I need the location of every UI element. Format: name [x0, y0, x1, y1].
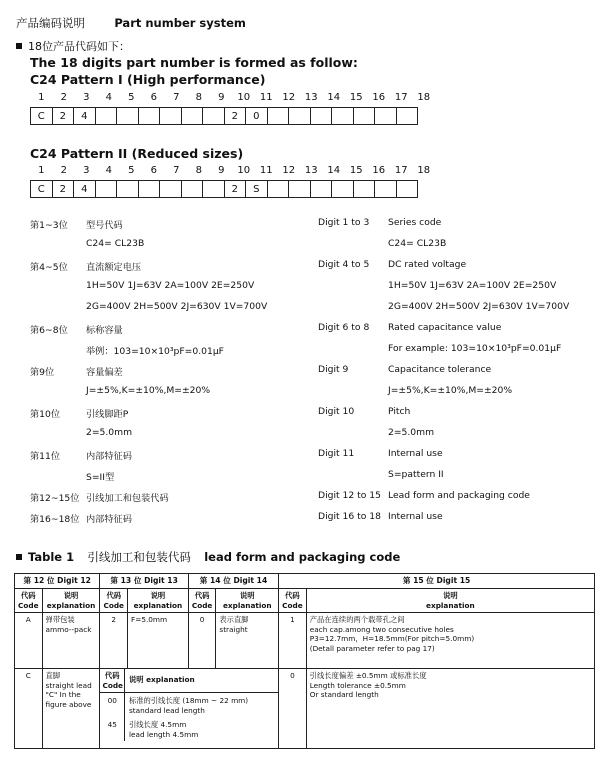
- sub-explanation-header: 说明 explanation: [124, 669, 278, 693]
- pattern1-digit-cell: 2: [224, 108, 246, 125]
- pattern1-digit-number: 1: [38, 92, 45, 103]
- pattern1-digit-cell: 4: [74, 108, 96, 125]
- pattern1-digit-cell: [160, 108, 182, 125]
- spec-value-en: S=pattern II: [388, 469, 444, 480]
- pattern2-digit-number: 18: [417, 165, 431, 176]
- spec-value-cn: 内部特征码: [86, 514, 132, 525]
- packaging-code-table: [14, 573, 595, 749]
- spec-position-en: Digit 1 to 3: [318, 217, 370, 228]
- pattern2-digit-number: 2: [60, 165, 67, 176]
- spec-value-en: Internal use: [388, 511, 443, 522]
- sub-explanation-45: 引线长度 4.5mm lead length 4.5mm: [128, 720, 199, 739]
- pattern2-digit-number: 8: [195, 165, 202, 176]
- row2-d12-explanation: 直脚 straight lead "C" In the figure above: [42, 669, 100, 749]
- table1-title: [16, 549, 400, 565]
- pattern2-digit-cell: [396, 181, 418, 198]
- row1-d14-explanation: 表示直脚 straight: [216, 613, 279, 669]
- row1-d12-explanation: 弹带包装 ammo--pack: [42, 613, 100, 669]
- sub-code-45: 45: [100, 718, 124, 741]
- spec-value-en: Lead form and packaging code: [388, 490, 530, 501]
- pattern1-grid: [30, 107, 418, 125]
- pattern1-digit-cell: [310, 108, 332, 125]
- pattern2-digit-number: 1: [38, 165, 45, 176]
- spec-position-cn: 第6~8位: [30, 325, 68, 336]
- pattern2-digit-number: 14: [327, 165, 341, 176]
- explanation-header: 说明 explanation: [42, 589, 100, 613]
- spec-value-en: For example: 103=10×10³pF=0.01μF: [388, 343, 562, 354]
- row2-d15-code: 0: [279, 669, 307, 749]
- spec-value-en: Series code: [388, 217, 442, 228]
- pattern2-digit-cell: [353, 181, 375, 198]
- spec-value-cn: 型号代码: [86, 220, 123, 231]
- title-en: Part number system: [114, 16, 246, 30]
- intro-en: The 18 digits part number is formed as follow:: [30, 55, 358, 70]
- spec-value-en: Pitch: [388, 406, 411, 417]
- spec-value-en: 2=5.0mm: [388, 427, 435, 438]
- spec-position-en: Digit 4 to 5: [318, 259, 370, 270]
- row1-d13-code: 2: [100, 613, 128, 669]
- pattern2-digit-cell: [117, 181, 139, 198]
- pattern1-digit-cell: [396, 108, 418, 125]
- row1-d15-explanation: 产品在连续的两个载带孔之间 each cap.among two consecutive holes P3=12.7mm，H=18.5mm(For pitch=5.0mm) (Detall parameter refer to pag 17): [306, 613, 594, 669]
- intro-cn-text: 18位产品代码如下：: [28, 40, 130, 53]
- digit14-header: 第 14 位 Digit 14: [188, 574, 278, 589]
- table1-title-en: lead form and packaging code: [204, 550, 401, 564]
- pattern1-digit-number: 18: [417, 92, 431, 103]
- pattern1-digit-cell: C: [31, 108, 53, 125]
- spec-position-cn: 第12~15位: [30, 493, 80, 504]
- pattern2-digit-number: 15: [349, 165, 363, 176]
- table1-title-cn: 引线加工和包装代码: [87, 550, 191, 564]
- spec-value-en: J=±5%,K=±10%,M=±20%: [388, 385, 513, 396]
- pattern1-digit-number: 11: [259, 92, 273, 103]
- pattern2-digit-numbers: [30, 165, 435, 176]
- spec-position-cn: 第1~3位: [30, 220, 68, 231]
- pattern1-digit-number: 8: [195, 92, 202, 103]
- pattern2-digit-number: 16: [372, 165, 386, 176]
- spec-value-en: 2G=400V 2H=500V 2J=630V 1V=700V: [388, 301, 570, 312]
- pattern1-digit-cell: [332, 108, 354, 125]
- pattern2-digit-number: 12: [282, 165, 296, 176]
- spec-position-cn: 第11位: [30, 451, 61, 462]
- spec-value-en: 1H=50V 1J=63V 2A=100V 2E=250V: [388, 280, 557, 291]
- sub-code-header: 代码 Code: [100, 669, 124, 693]
- spec-value-cn: 引线脚距P: [86, 409, 129, 420]
- spec-value-cn: J=±5%,K=±10%,M=±20%: [86, 385, 211, 396]
- spec-value-cn: 2G=400V 2H=500V 2J=630V 1V=700V: [86, 301, 268, 312]
- row2-d13-d14-subtable: [100, 669, 279, 749]
- spec-value-cn: 内部特征码: [86, 451, 132, 462]
- explanation-header: 说明 explanation: [306, 589, 594, 613]
- spec-position-en: Digit 10: [318, 406, 355, 417]
- row1-d13-explanation: F=5.0mm: [128, 613, 189, 669]
- pattern1-digit-cell: [267, 108, 289, 125]
- pattern1-digit-number: 4: [105, 92, 112, 103]
- spec-position-en: Digit 6 to 8: [318, 322, 370, 333]
- intro-cn: [16, 38, 130, 54]
- spec-value-cn: 标称容量: [86, 325, 123, 336]
- pattern2-digit-cell: 2: [52, 181, 74, 198]
- spec-value-en: C24= CL23B: [388, 238, 447, 249]
- spec-value-en: Capacitance tolerance: [388, 364, 492, 375]
- pattern2-digit-cell: C: [31, 181, 53, 198]
- pattern2-digit-cell: 2: [224, 181, 246, 198]
- pattern2-grid: [30, 180, 418, 198]
- code-header: 代码 Code: [279, 589, 307, 613]
- digit15-header: 第 15 位 Digit 15: [279, 574, 595, 589]
- pattern1-digit-number: 7: [173, 92, 180, 103]
- pattern1-digit-cell: [289, 108, 311, 125]
- spec-value-cn: S=II型: [86, 472, 115, 483]
- spec-value-cn: 直流额定电压: [86, 262, 142, 273]
- spec-value-en: Rated capacitance value: [388, 322, 502, 333]
- pattern2-digit-number: 13: [304, 165, 318, 176]
- pattern1-digit-number: 10: [237, 92, 251, 103]
- pattern2-digit-number: 4: [105, 165, 112, 176]
- pattern2-digit-cell: [332, 181, 354, 198]
- page-title: [16, 15, 246, 31]
- pattern1-digit-number: 5: [128, 92, 135, 103]
- pattern2-digit-number: 5: [128, 165, 135, 176]
- pattern2-digit-cell: [375, 181, 397, 198]
- spec-position-en: Digit 12 to 15: [318, 490, 381, 501]
- digit13-header: 第 13 位 Digit 13: [100, 574, 188, 589]
- spec-position-cn: 第9位: [30, 367, 55, 378]
- spec-value-cn: 1H=50V 1J=63V 2A=100V 2E=250V: [86, 280, 255, 291]
- spec-position-cn: 第4~5位: [30, 262, 68, 273]
- pattern1-digit-cell: [181, 108, 203, 125]
- explanation-header: 说明 explanation: [128, 589, 189, 613]
- pattern2-digit-cell: [181, 181, 203, 198]
- code-header: 代码 Code: [188, 589, 216, 613]
- pattern1-digit-number: 3: [83, 92, 90, 103]
- pattern1-digit-number: 16: [372, 92, 386, 103]
- pattern2-digit-number: 17: [394, 165, 408, 176]
- spec-position-en: Digit 11: [318, 448, 355, 459]
- spec-position-cn: 第16~18位: [30, 514, 80, 525]
- explanation-header: 说明 explanation: [216, 589, 279, 613]
- pattern1-digit-cell: [117, 108, 139, 125]
- pattern1-digit-number: 14: [327, 92, 341, 103]
- sub-explanation-00: 标准的引线长度 (18mm ~ 22 mm) standard lead length: [128, 696, 249, 715]
- row2-d12-code: C: [15, 669, 43, 749]
- pattern2-digit-number: 11: [259, 165, 273, 176]
- pattern2-digit-number: 10: [237, 165, 251, 176]
- pattern1-digit-number: 17: [394, 92, 408, 103]
- pattern2-digit-cell: 4: [74, 181, 96, 198]
- pattern2-digit-number: 7: [173, 165, 180, 176]
- pattern2-digit-cell: [310, 181, 332, 198]
- pattern1-digit-cell: [95, 108, 117, 125]
- bullet-icon: [16, 554, 22, 560]
- code-header: 代码 Code: [15, 589, 43, 613]
- pattern2-digit-number: 9: [218, 165, 225, 176]
- pattern2-digit-cell: S: [246, 181, 268, 198]
- spec-value-cn: 2=5.0mm: [86, 427, 133, 438]
- digit12-header: 第 12 位 Digit 12: [15, 574, 100, 589]
- spec-position-cn: 第10位: [30, 409, 61, 420]
- pattern2-digit-cell: [160, 181, 182, 198]
- spec-value-en: Internal use: [388, 448, 443, 459]
- pattern1-digit-cell: [138, 108, 160, 125]
- pattern1-digit-cell: 0: [246, 108, 268, 125]
- pattern1-digit-number: 2: [60, 92, 67, 103]
- spec-position-en: Digit 9: [318, 364, 349, 375]
- table1-prefix: Table 1: [28, 550, 75, 564]
- pattern2-digit-cell: [289, 181, 311, 198]
- pattern2-digit-cell: [203, 181, 225, 198]
- pattern2-digit-cell: [95, 181, 117, 198]
- pattern1-digit-number: 12: [282, 92, 296, 103]
- spec-position-en: Digit 16 to 18: [318, 511, 381, 522]
- pattern2-title: C24 Pattern II (Reduced sizes): [30, 146, 244, 161]
- spec-value-cn: C24= CL23B: [86, 238, 145, 249]
- pattern1-digit-cell: [353, 108, 375, 125]
- pattern2-digit-number: 3: [83, 165, 90, 176]
- pattern2-digit-cell: [267, 181, 289, 198]
- spec-value-cn: 引线加工和包装代码: [86, 493, 169, 504]
- row1-d15-code: 1: [279, 613, 307, 669]
- row2-d15-explanation: 引线长度偏差 ±0.5mm 或标准长度 Length tolerance ±0.5mm Or standard length: [306, 669, 594, 749]
- pattern1-title: C24 Pattern I (High performance): [30, 72, 266, 87]
- pattern1-digit-numbers: [30, 92, 435, 103]
- pattern1-digit-cell: [375, 108, 397, 125]
- pattern1-digit-cell: [203, 108, 225, 125]
- row1-d12-code: A: [15, 613, 43, 669]
- row1-d14-code: 0: [188, 613, 216, 669]
- pattern1-digit-number: 15: [349, 92, 363, 103]
- pattern2-digit-number: 6: [150, 165, 157, 176]
- title-cn: 产品编码说明: [16, 16, 85, 30]
- sub-code-00: 00: [100, 693, 124, 719]
- pattern1-digit-number: 13: [304, 92, 318, 103]
- pattern1-digit-number: 6: [150, 92, 157, 103]
- pattern1-digit-number: 9: [218, 92, 225, 103]
- spec-value-en: DC rated voltage: [388, 259, 467, 270]
- spec-value-cn: 容量偏差: [86, 367, 123, 378]
- code-header: 代码 Code: [100, 589, 128, 613]
- spec-value-cn: 举例：103=10×10³pF=0.01μF: [86, 346, 224, 357]
- bullet-icon: [16, 43, 22, 49]
- pattern2-digit-cell: [138, 181, 160, 198]
- pattern1-digit-cell: 2: [52, 108, 74, 125]
